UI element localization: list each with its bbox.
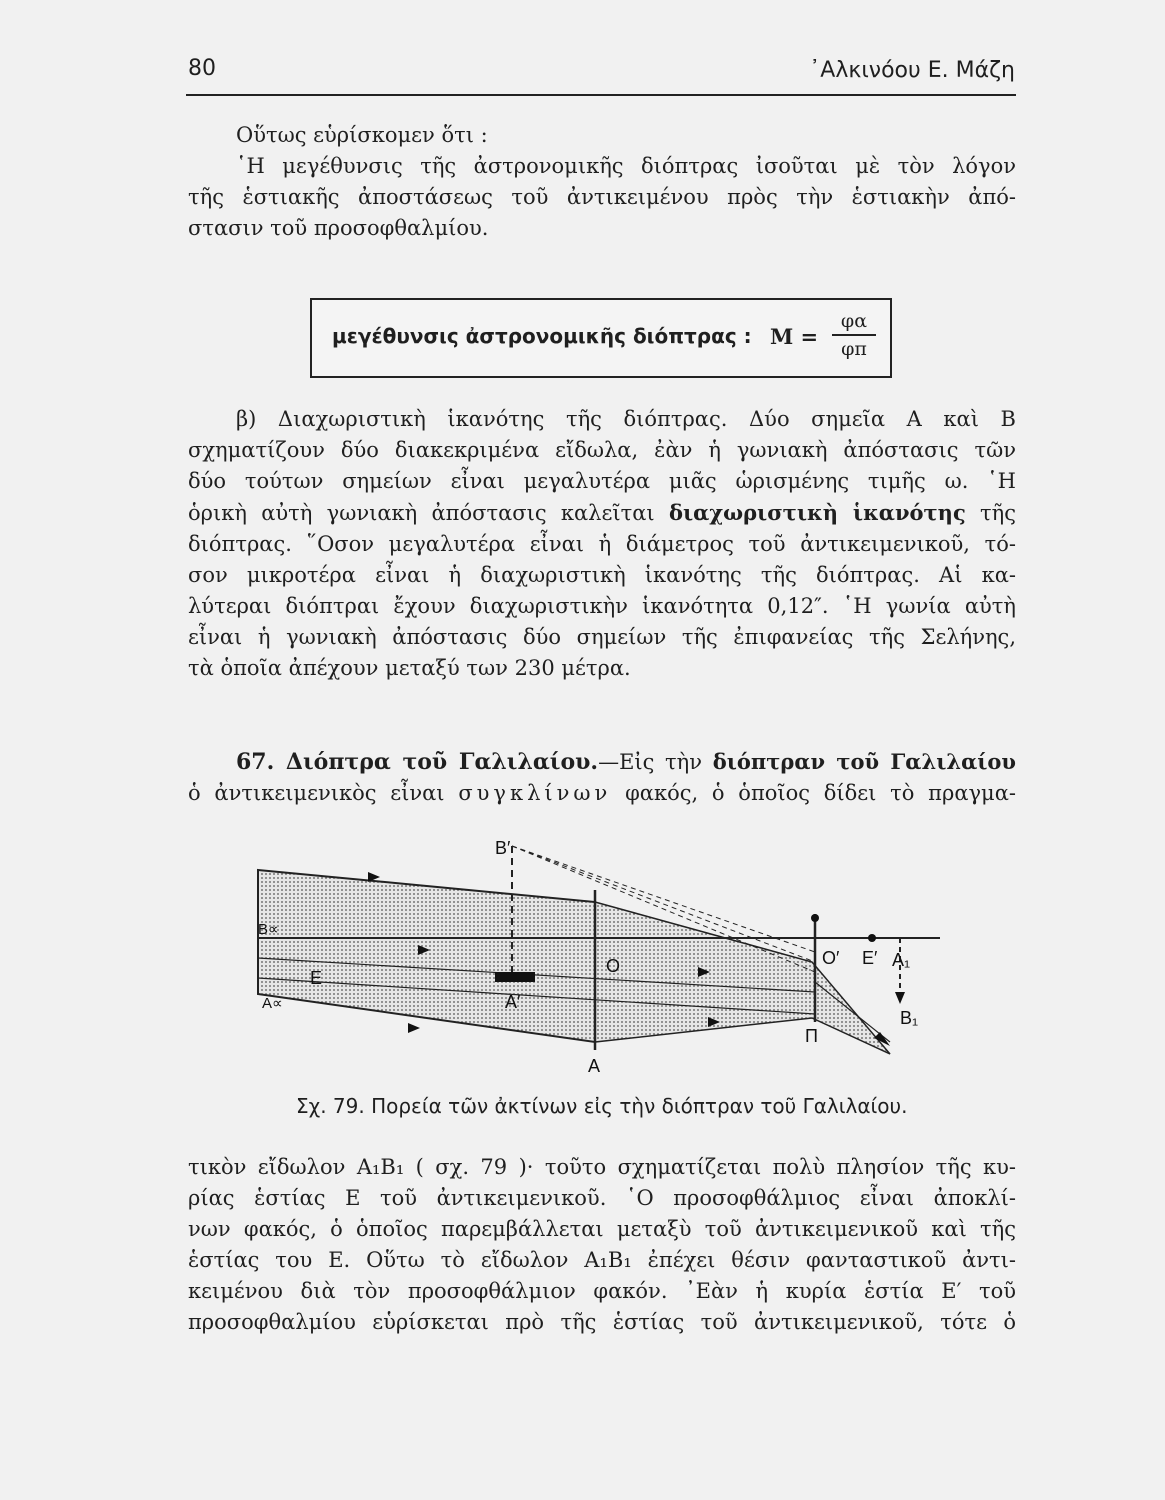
text-line (188, 778, 1016, 809)
label-b-prime: B′ (495, 838, 511, 858)
label-b1: B₁ (900, 1008, 919, 1028)
intro-line: τῆς ἑστιακῆς ἀποστάσεως τοῦ ἀντικειμένου πρὸς τὴν ἑστιακὴν ἀπό- (188, 185, 1016, 209)
galileo-telescope-diagram (240, 832, 940, 1082)
section-67-paragraph (188, 746, 1016, 809)
formula-numerator: φα (832, 310, 876, 336)
formula-denominator: φπ (841, 338, 867, 360)
text-line: σον μικροτέρα εἶναι ἡ διαχωριστικὴ ἱκανότης τῆς διόπτρας. Αἱ κα- (188, 563, 1016, 587)
term-resolving-power: διαχωριστικὴ ἱκανότης (668, 500, 966, 525)
eyepiece-top-dot (811, 914, 819, 922)
label-a1: A₁ (892, 950, 911, 970)
text-span: ὁ ἀντικειμενικὸς εἶναι (188, 781, 445, 805)
formula-label: μεγέθυνσις ἀστρονομικῆς διόπτρας : (332, 324, 752, 348)
label-e-prime: E′ (862, 948, 878, 968)
text-line: ἑστίας του Ε. Οὕτω τὸ εἴδωλον A₁B₁ ἐπέχει θέσιν φανταστικοῦ ἀντι- (188, 1248, 1016, 1272)
label-pi: Π (805, 1026, 818, 1046)
formula-lhs: M = (770, 324, 819, 349)
text-span: —Εἰς τὴν (598, 750, 703, 774)
label-o-prime: O′ (822, 948, 840, 968)
text-line: διόπτρας. ῞Οσον μεγαλυτέρα εἶναι ἡ διάμετρος τοῦ ἀντικειμενικοῦ, τό- (188, 532, 1016, 556)
section-title: 67. Διόπτρα τοῦ Γαλιλαίου. (236, 749, 599, 775)
term-converging: συγκλίνων (458, 781, 612, 805)
label-a-prime: A′ (505, 992, 521, 1012)
text-line: κειμένου διὰ τὸν προσοφθάλμιον φακόν. ᾿Εὰν ἡ κυρία ἑστία Ε′ τοῦ (188, 1279, 1016, 1303)
text-line: λύτεραι διόπτραι ἔχουν διαχωριστικὴν ἱκανότητα 0,12″. ῾Η γωνία αὐτὴ (188, 594, 1016, 618)
header-rule (186, 94, 1016, 96)
text-line: β) Διαχωριστικὴ ἱκανότης τῆς διόπτρας. Δύο σημεῖα Α καὶ Β (236, 407, 1016, 431)
running-header-author: ᾿Αλκινόου Ε. Μάζη (809, 58, 1015, 83)
arrow (408, 1023, 420, 1033)
text-line: νων φακός, ὁ ὁποῖος παρεμβάλλεται μεταξὺ τοῦ ἀντικειμενικοῦ καὶ τῆς (188, 1217, 1016, 1241)
text-line (188, 746, 1016, 778)
label-e: E (310, 968, 323, 988)
beam-region (258, 870, 890, 1054)
term-galileo-telescope: διόπτραν τοῦ Γαλιλαίου (712, 749, 1016, 774)
text-line: ρίας ἑστίας Ε τοῦ ἀντικειμενικοῦ. ῾Ο προσοφθάλμιος εἶναι ἀποκλί- (188, 1186, 1016, 1210)
after-figure-paragraph (188, 1152, 1016, 1338)
intro-line: ῾Η μεγέθυνσις τῆς ἀστρονομικῆς διόπτρας ἰσοῦται μὲ τὸν λόγον (236, 154, 1016, 178)
text-line: σχηματίζουν δύο διακεκριμένα εἴδωλα, ἐὰν ἡ γωνιακὴ ἀπόστασις τῶν (188, 438, 1016, 462)
intro-line: Οὕτως εὑρίσκομεν ὅτι : (236, 123, 488, 147)
text-line: προσοφθαλμίου εὑρίσκεται πρὸ τῆς ἑστίας τοῦ ἀντικειμενικοῦ, τότε ὁ (188, 1310, 1016, 1334)
text-line: τὰ ὁποῖα ἀπέχουν μεταξύ των 230 μέτρα. (188, 656, 631, 680)
label-a: A (588, 1056, 601, 1076)
text-span: φακός, ὁ ὁποῖος δίδει τὸ πραγμα- (625, 781, 1016, 805)
text-span: ὁρικὴ αὐτὴ γωνιακὴ ἀπόστασις καλεῖται (188, 501, 655, 525)
label-o: O (606, 956, 621, 976)
page-number: 80 (188, 56, 216, 81)
text-line: δύο τούτων σημείων εἶναι μεγαλυτέρα μιᾶς ὡρισμένης τιμῆς ω. ῾Η (188, 469, 1016, 493)
text-line: εἶναι ἡ γωνιακὴ ἀπόστασις δύο σημείων τῆς ἐπιφανείας τῆς Σελήνης, (188, 625, 1016, 649)
arrow (895, 992, 905, 1004)
formula-box (310, 298, 892, 378)
formula-fraction (832, 310, 876, 360)
figure-caption: Σχ. 79. Πορεία τῶν ἀκτίνων εἰς τὴν διόπτραν τοῦ Γαλιλαίου. (296, 1094, 908, 1118)
text-span: τῆς (980, 501, 1016, 525)
label-b-alpha: B∝ (258, 921, 279, 938)
intro-paragraph (188, 120, 1016, 244)
text-line (188, 497, 1016, 529)
label-a-alpha: A∝ (262, 995, 283, 1012)
intro-line: στασιν τοῦ προσοφθαλμίου. (188, 216, 489, 240)
text-line: τικὸν εἴδωλον A₁B₁ ( σχ. 79 )· τοῦτο σχηματίζεται πολὺ πλησίον τῆς κυ- (188, 1155, 1016, 1179)
focus-e-prime-dot (868, 934, 876, 942)
focal-mark (495, 972, 535, 982)
resolution-paragraph (188, 404, 1016, 684)
